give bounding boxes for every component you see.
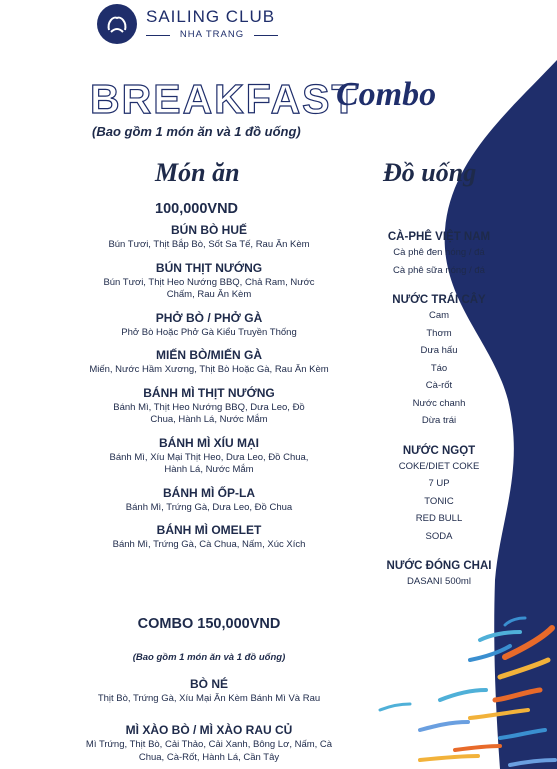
drink-category-name: NƯỚC NGỌT (402, 444, 476, 457)
food-list (50, 223, 368, 552)
page-subtitle: (Bao gồm 1 món ăn và 1 đồ uống) (92, 124, 301, 139)
drink-item: Cam (428, 310, 450, 321)
dish-description: Phở Bò Hoặc Phở Gà Kiểu Truyền Thống (121, 326, 297, 338)
drink-item: Thơm (426, 327, 452, 339)
drink-item: Táo (430, 362, 448, 374)
drink-item: SODA (425, 530, 453, 542)
combo-dish-item (50, 723, 368, 764)
dish-item (50, 261, 368, 302)
dish-name: BÒ NÉ (189, 677, 228, 691)
dish-item (50, 223, 368, 252)
dish-name: BÁNH MÌ OMELET (156, 523, 262, 537)
dish-description: Bún Tươi, Thịt Heo Nướng BBQ, Chả Ram, Nước Chấm, Rau Ăn Kèm (103, 276, 315, 300)
dish-description: Miến, Nước Hầm Xương, Thịt Bò Hoặc Gà, Rau Ăn Kèm (89, 364, 329, 375)
dish-item (50, 486, 368, 515)
dish-description: Bánh Mì, Trứng Gà, Dưa Leo, Đồ Chua (125, 501, 293, 513)
drinks-list (368, 230, 510, 591)
dish-name: BÁNH MÌ ỐP-LA (163, 485, 255, 500)
dish-name: MIẾN BÒ/MIẾN GÀ (155, 348, 262, 362)
drink-category (368, 230, 510, 279)
drink-item: Cà phê đen nóng / đá (393, 247, 485, 258)
drinks-heading: Đồ uống (383, 158, 477, 187)
dish-item (50, 523, 368, 552)
drink-item: COKE/DIET COKE (398, 460, 480, 472)
dish-description: Thịt Bò, Trứng Gà, Xíu Mại Ăn Kèm Bánh Mì Và Rau (97, 693, 321, 704)
drink-item: Dừa trái (421, 415, 457, 426)
brand-name: SAILING CLUB (146, 7, 276, 26)
drink-category-name: NƯỚC TRÁI CÂY (392, 294, 486, 306)
drink-item: 7 UP (428, 478, 450, 489)
dish-name: BÚN BÒ HUẾ (170, 223, 247, 237)
drink-item: Nước chanh (412, 397, 466, 409)
food-price: 100,000VND (155, 201, 239, 217)
page-title: BREAKFAST (90, 76, 359, 122)
dish-name: BÚN THỊT NƯỚNG (155, 260, 263, 275)
drink-category (368, 559, 510, 591)
dish-name: MÌ XÀO BÒ / MÌ XÀO RAU CỦ (125, 723, 293, 737)
combo-title: COMBO 150,000VND (137, 616, 281, 632)
drink-category-name: CÀ-PHÊ VIỆT NAM (387, 231, 491, 243)
drink-item: RED BULL (415, 513, 463, 524)
drink-item: Dưa hấu (420, 345, 458, 356)
drink-category (368, 444, 510, 546)
dish-description: Bánh Mì, Xíu Mại Thịt Heo, Dưa Leo, Đồ Chua, Hành Lá, Nước Mắm (109, 451, 309, 475)
drink-item: Cà-rốt (425, 380, 453, 391)
drink-item: Cà phê sữa nóng / đá (393, 264, 485, 276)
dish-item (50, 348, 368, 377)
dish-description: Bún Tươi, Thịt Bắp Bò, Sốt Sa Tế, Rau Ăn Kèm (108, 239, 310, 250)
drink-item: DASANI 500ml (407, 576, 471, 587)
dish-item (50, 311, 368, 340)
dish-name: PHỞ BÒ / PHỞ GÀ (155, 310, 263, 325)
dish-item (50, 386, 368, 427)
combo-dish-item (50, 677, 368, 706)
brand-location: NHA TRANG (146, 29, 278, 40)
page-title-script: Combo (336, 76, 437, 113)
logo-emblem-icon (97, 4, 137, 44)
dish-description: Mì Trứng, Thịt Bò, Cải Thảo, Cải Xanh, Bông Lơ, Nấm, Cà Chua, Cà-Rốt, Hành Lá, Cần Tây (85, 739, 333, 763)
food-heading: Món ăn (155, 158, 240, 187)
dish-item (50, 436, 368, 477)
drink-item: TONIC (424, 495, 454, 507)
dish-name: BÁNH MÌ THỊT NƯỚNG (143, 385, 275, 400)
dish-description: Bánh Mì, Thịt Heo Nướng BBQ, Dưa Leo, Đồ Chua, Hành Lá, Nước Mắm (113, 401, 305, 425)
dish-description: Bánh Mì, Trứng Gà, Cà Chua, Nấm, Xúc Xích (112, 539, 306, 550)
drink-category (368, 293, 510, 430)
combo-note: (Bao gồm 1 món ăn và 1 đồ uống) (132, 652, 286, 663)
dish-name: BÁNH MÌ XÍU MẠI (159, 435, 259, 450)
brand-logo (97, 2, 287, 46)
drink-category-name: NƯỚC ĐÓNG CHAI (386, 560, 492, 572)
